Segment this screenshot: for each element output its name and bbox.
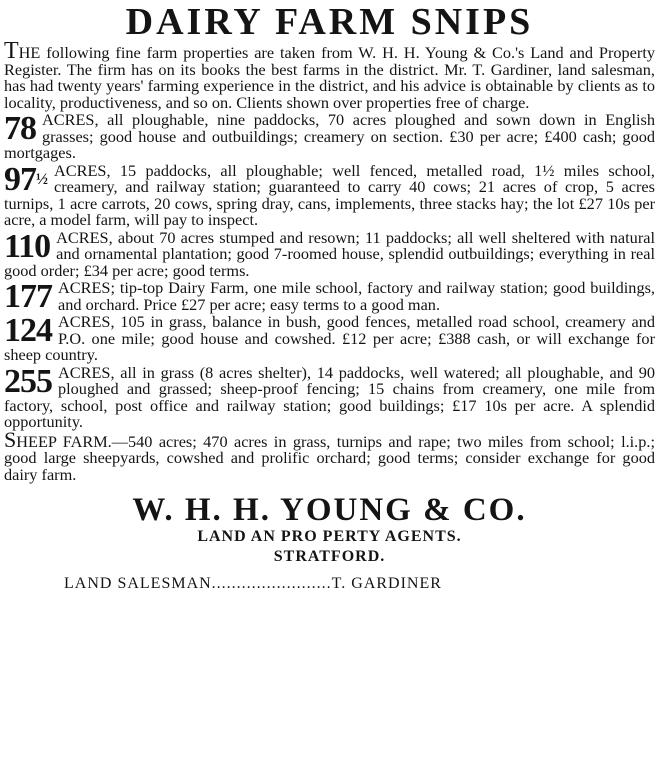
listing-item bbox=[4, 112, 655, 162]
listing-text: ACRES, 105 in grass, balance in bush, good fences, metalled road school, creamery and P.O. one mile; good house and cowshed. £12 per acre; £388 cash, or will exchange for sheep country. bbox=[4, 312, 655, 364]
listing-acreage: 255 bbox=[4, 362, 52, 400]
listing-item bbox=[4, 314, 655, 364]
listing-item bbox=[4, 362, 655, 431]
sheep-farm-text: HEEP FARM.—540 acres; 470 acres in grass, turnips and rape; two miles from school; l.i.p.; good large sheepyards, cowshed and prolific orchard; good terms; consider exchange for good dairy farm. bbox=[4, 431, 655, 484]
listing-item bbox=[4, 227, 655, 280]
listing-acreage: 78 bbox=[4, 110, 36, 147]
listing-acreage: 110 bbox=[4, 227, 51, 265]
sheep-drop-cap: S bbox=[4, 426, 17, 452]
salesman-line: LAND SALESMAN........................T. GARDINER bbox=[64, 575, 442, 592]
listings bbox=[4, 112, 655, 431]
listing-acreage: 177 bbox=[4, 278, 52, 315]
listing-text: ACRES, 15 paddocks, all ploughable; well fenced, metalled road, 1½ miles school, creamery, and railway station; guaranteed to carry 40 cows; 21 acres of crop, 5 acres turnips, 1 acre carrots, 20 cows, spring dray, cans, implements, three stacks hay; the lot £27 10s per acre, a model farm, will pay to inspect. bbox=[4, 160, 655, 229]
listing-text: ACRES; tip-top Dairy Farm, one mile school, factory and railway station; good buildings, and orchard. Price £27 per acre; easy terms to a good man. bbox=[58, 278, 655, 314]
listing-acreage: 124 bbox=[4, 312, 52, 349]
intro-paragraph bbox=[4, 38, 655, 112]
firm-town: STRATFORD. bbox=[273, 548, 386, 565]
listing-text: ACRES, all in grass (8 acres shelter), 14 paddocks, well watered; all ploughable, and 90 ploughed and grassed; sheep-proof fencing; 15 chains from creamery, one mile from factory, school, post office and railway station; good buildings; £17 10s per acre. A splendid opportunity. bbox=[4, 362, 655, 431]
firm-name: W. H. H. YOUNG & CO. bbox=[132, 492, 527, 528]
firm-subtitle: LAND AN PRO PERTY AGENTS. bbox=[197, 528, 462, 545]
listing-item bbox=[4, 160, 655, 229]
intro-drop-cap: T bbox=[4, 38, 19, 64]
listing-acreage: $97^{\frac{1}{2}}$ bbox=[4, 160, 48, 198]
listing-text: ACRES, all ploughable, nine paddocks, 70 acres ploughed and sown down in English grasses; good house and outbuildings; creamery on section. £30 per acre; £400 cash; good mortgages. bbox=[4, 110, 655, 162]
intro-text: HE following fine farm properties are taken from W. H. H. Young & Co.'s Land and Property Register. The firm has on its books the best farms in the district. Mr. T. Gardiner, land salesman, has had twenty years' farming experience in the district, and his advice is obtainable by clients as to locality, productiveness, and so on. Clients shown over properties free of charge. bbox=[4, 43, 655, 112]
sheep-farm-listing bbox=[4, 426, 655, 484]
firm-footer bbox=[4, 493, 655, 595]
page-title: DAIRY FARM SNIPS bbox=[125, 1, 534, 43]
listing-item bbox=[4, 280, 655, 313]
listing-text: ACRES, about 70 acres stumped and resown; 11 paddocks; all well sheltered with natural and ornamental plantation; good 7-roomed house, splendid outbuildings; everything in real good order; £34 per acre; good terms. bbox=[4, 227, 655, 280]
